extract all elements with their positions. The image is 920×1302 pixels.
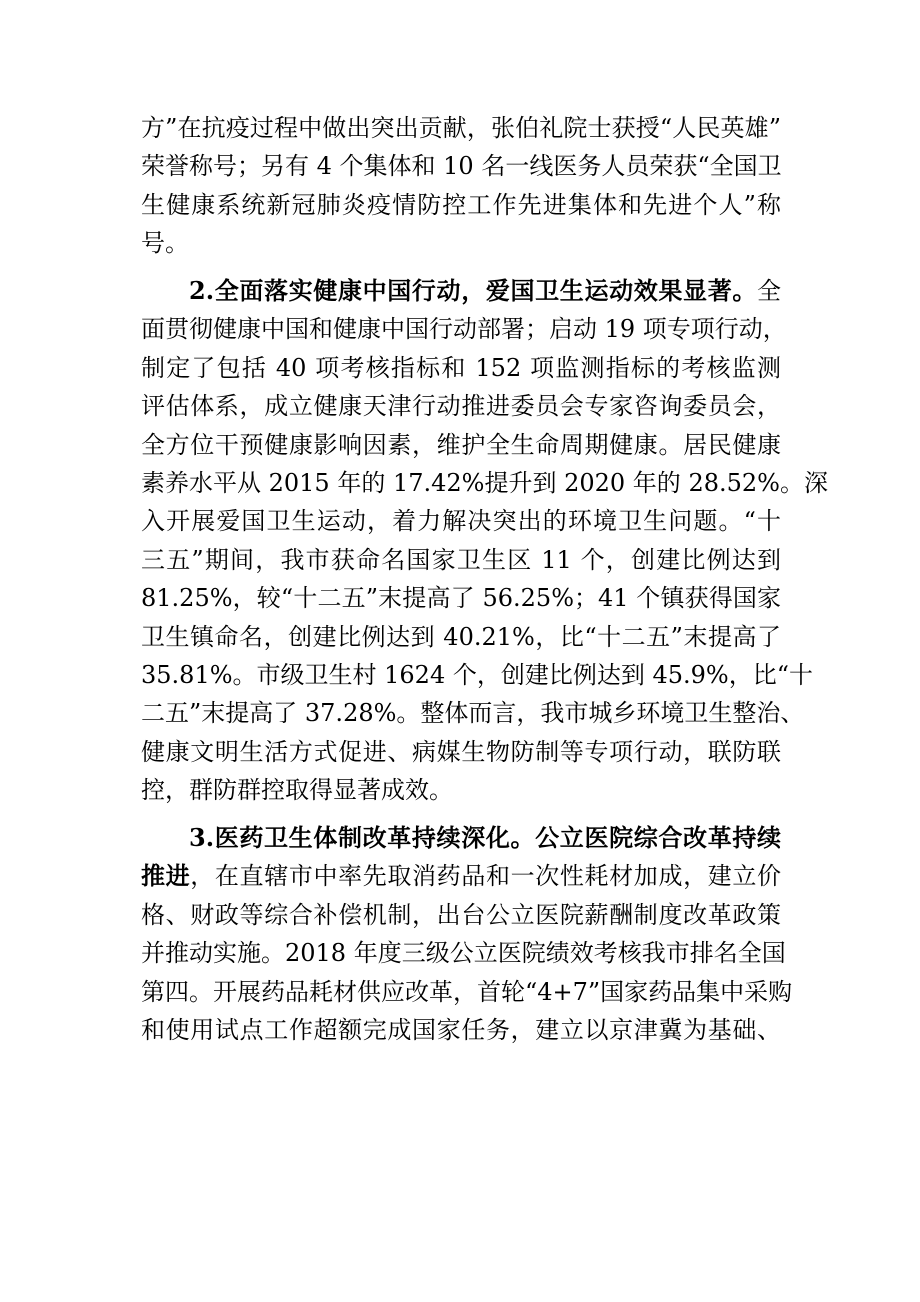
text-line: 素养水平从 2015 年的 17.42%提升到 2020 年的 28.52%。深: [141, 469, 828, 498]
section-heading-2: 2.全面落实健康中国行动，爱国卫生运动效果显著。: [189, 276, 757, 306]
text-line: 和使用试点工作超额完成国家任务，建立以京津冀为基础、: [141, 1015, 781, 1044]
section-heading-3: 3.医药卫生体制改革持续深化。公立医院综合改革持续: [189, 823, 781, 853]
document-body: [141, 109, 828, 1049]
text-line: 35.81%。市级卫生村 1624 个，创建比例达到 45.9%，比“十: [141, 660, 813, 689]
text-line: 面贯彻健康中国和健康中国行动部署；启动 19 项专项行动，: [141, 315, 787, 344]
text-line: 二五”末提高了 37.28%。整体而言，我市城乡环境卫生整治、: [141, 699, 805, 728]
text-line: 评估体系，成立健康天津行动推进委员会专家咨询委员会，: [141, 392, 781, 421]
text-fragment: 全: [757, 277, 781, 306]
text-line: 三五”期间，我市获命名国家卫生区 11 个，创建比例达到: [141, 545, 781, 574]
paragraph-continuation: [141, 109, 781, 263]
text-line: 控，群防群控取得显著成效。: [141, 776, 453, 805]
heading-continuation: 推进: [141, 861, 191, 891]
text-line: 生健康系统新冠肺炎疫情防控工作先进集体和先进个人”称: [141, 190, 781, 219]
text-line: 第四。开展药品耗材供应改革，首轮“4+7”国家药品集中采购: [141, 977, 793, 1006]
text-line: [141, 272, 781, 310]
paragraph-healthy-china: [141, 272, 828, 809]
text-line: 方”在抗疫过程中做出突出贡献，张伯礼院士获授“人民英雄”: [141, 114, 781, 142]
text-line: 81.25%，较“十二五”末提高了 56.25%；41 个镇获得国家: [141, 584, 781, 613]
text-line: [141, 857, 781, 895]
text-line: 并推动实施。2018 年度三级公立医院绩效考核我市排名全国: [141, 939, 786, 968]
text-line: 荣誉称号；另有 4 个集体和 10 名一线医务人员荣获“全国卫: [141, 152, 782, 181]
text-line: 格、财政等综合补偿机制，出台公立医院薪酬制度改革政策: [141, 900, 781, 929]
text-line: 入开展爱国卫生运动，着力解决突出的环境卫生问题。“十: [141, 507, 781, 536]
text-line: 全方位干预健康影响因素，维护全生命周期健康。居民健康: [141, 430, 781, 459]
text-line: 号。: [141, 229, 189, 258]
text-line: 卫生镇命名，创建比例达到 40.21%，比“十二五”末提高了: [141, 622, 781, 651]
text-line: 制定了包括 40 项考核指标和 152 项监测指标的考核监测: [141, 353, 781, 382]
paragraph-medical-reform: [141, 819, 793, 1049]
text-fragment: ，在直辖市中率先取消药品和一次性耗材加成，建立价: [190, 862, 781, 891]
text-line: 健康文明生活方式促进、病媒生物防制等专项行动，联防联: [141, 737, 781, 766]
